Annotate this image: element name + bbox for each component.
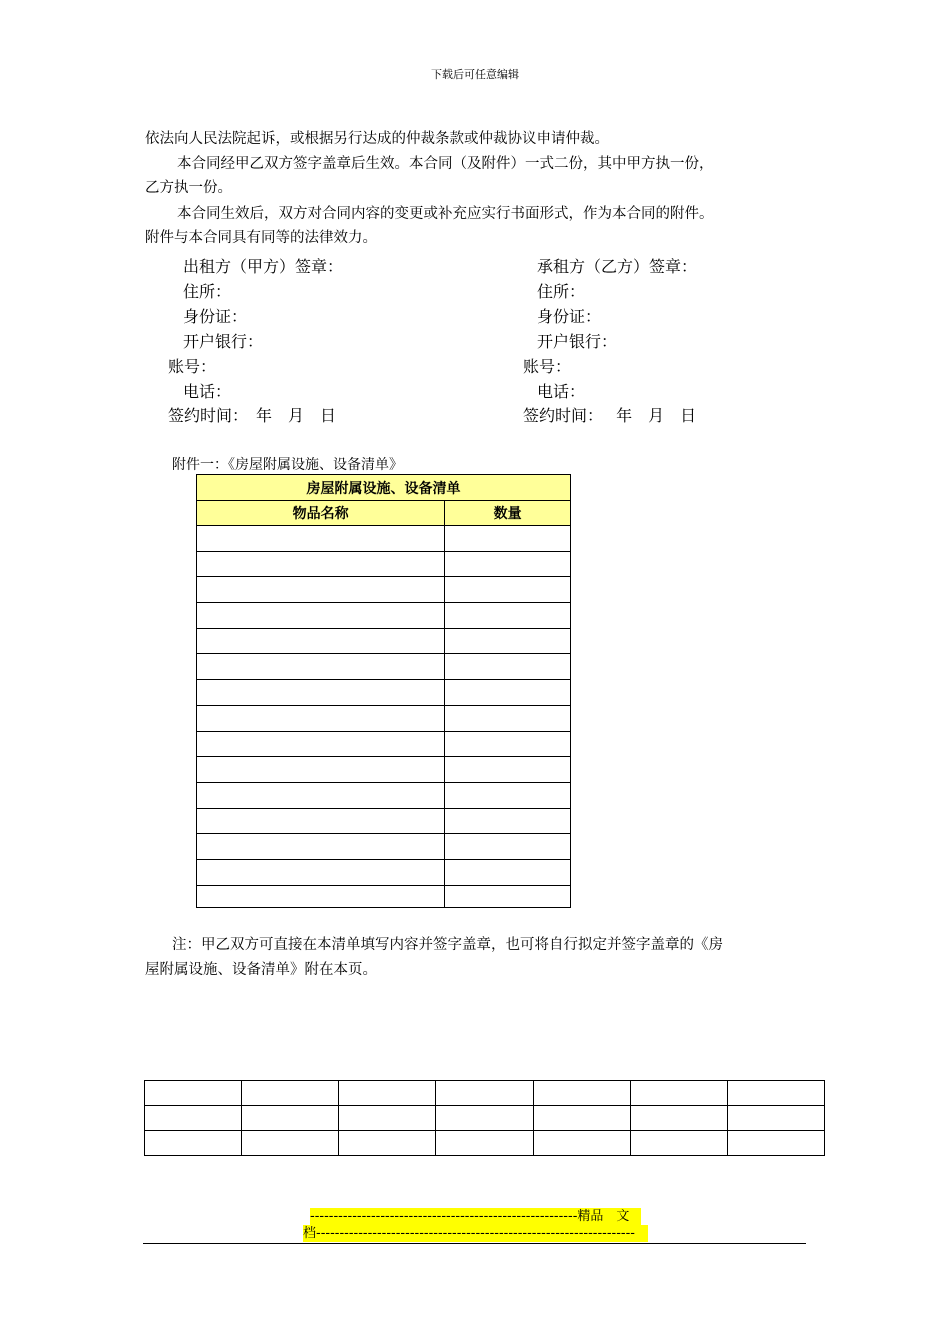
lessee-phone-label: 电话： (537, 382, 586, 401)
table-row (145, 1131, 825, 1156)
table-row (197, 782, 571, 808)
lessor-address-label: 住所： (183, 282, 232, 301)
quantity-cell[interactable] (445, 782, 571, 808)
table-row (197, 628, 571, 654)
lessor-bank-label: 开户银行： (183, 332, 264, 351)
grid-cell[interactable] (630, 1131, 727, 1156)
lessee-address-label: 住所： (537, 282, 586, 301)
lessee-account-label: 账号： (523, 357, 572, 376)
quantity-cell[interactable] (445, 577, 571, 603)
quantity-cell[interactable] (445, 603, 571, 629)
table-row (197, 834, 571, 860)
grid-cell[interactable] (145, 1106, 242, 1131)
blank-grid-table (144, 1080, 825, 1156)
footer-watermark-line1: ---------------------------------------------------------精品 文 (310, 1208, 641, 1225)
lessee-bank-label: 开户银行： (537, 332, 618, 351)
grid-cell[interactable] (727, 1131, 824, 1156)
paragraph-effect-line2: 乙方执一份。 (145, 180, 232, 196)
lessor-account-label: 账号： (168, 357, 217, 376)
item-name-cell[interactable] (197, 705, 445, 731)
grid-cell[interactable] (339, 1081, 436, 1106)
lessor-signature-label: 出租方（甲方）签章： (183, 257, 344, 276)
grid-cell[interactable] (242, 1081, 339, 1106)
inventory-table-title: 房屋附属设施、设备清单 (197, 475, 571, 501)
grid-cell[interactable] (436, 1081, 533, 1106)
grid-cell[interactable] (630, 1081, 727, 1106)
column-header-item-name: 物品名称 (197, 501, 445, 526)
table-row (197, 577, 571, 603)
lessee-date-label: 签约时间： 年 月 日 (523, 406, 697, 425)
item-name-cell[interactable] (197, 680, 445, 706)
column-header-quantity: 数量 (445, 501, 571, 526)
quantity-cell[interactable] (445, 885, 571, 907)
grid-cell[interactable] (339, 1106, 436, 1131)
grid-cell[interactable] (533, 1081, 630, 1106)
grid-cell[interactable] (242, 1131, 339, 1156)
grid-cell[interactable] (145, 1081, 242, 1106)
lessee-id-label: 身份证： (537, 307, 602, 326)
table-row (197, 808, 571, 834)
table-row (197, 654, 571, 680)
quantity-cell[interactable] (445, 680, 571, 706)
grid-cell[interactable] (533, 1131, 630, 1156)
paragraph-effect-line1: 本合同经甲乙双方签字盖章后生效。本合同（及附件）一式二份，其中甲方执一份， (177, 156, 714, 172)
table-row (197, 885, 571, 907)
grid-cell[interactable] (727, 1081, 824, 1106)
quantity-cell[interactable] (445, 731, 571, 757)
lessor-id-label: 身份证： (183, 307, 248, 326)
item-name-cell[interactable] (197, 603, 445, 629)
paragraph-amendment-line2: 附件与本合同具有同等的法律效力。 (145, 230, 377, 246)
grid-cell[interactable] (436, 1106, 533, 1131)
quantity-cell[interactable] (445, 808, 571, 834)
table-row (197, 859, 571, 885)
quantity-cell[interactable] (445, 654, 571, 680)
item-name-cell[interactable] (197, 859, 445, 885)
quantity-cell[interactable] (445, 628, 571, 654)
item-name-cell[interactable] (197, 731, 445, 757)
paragraph-amendment-line1: 本合同生效后，双方对合同内容的变更或补充应实行书面形式，作为本合同的附件。 (177, 206, 714, 222)
grid-cell[interactable] (630, 1106, 727, 1131)
table-row (145, 1081, 825, 1106)
page-header: 下载后可任意编辑 (431, 68, 519, 81)
grid-cell[interactable] (436, 1131, 533, 1156)
quantity-cell[interactable] (445, 551, 571, 577)
quantity-cell[interactable] (445, 526, 571, 552)
item-name-cell[interactable] (197, 885, 445, 907)
table-row (197, 551, 571, 577)
table-row (197, 705, 571, 731)
table-row (145, 1106, 825, 1131)
table-row (197, 731, 571, 757)
lessee-signature-label: 承租方（乙方）签章： (537, 257, 698, 276)
paragraph-arbitration: 依法向人民法院起诉，或根据另行达成的仲裁条款或仲裁协议申请仲裁。 (145, 131, 609, 147)
attachment-caption: 附件一：《房屋附属设施、设备清单》 (172, 457, 403, 473)
item-name-cell[interactable] (197, 628, 445, 654)
table-row (197, 680, 571, 706)
table-row (197, 526, 571, 552)
table-row (197, 603, 571, 629)
grid-cell[interactable] (339, 1131, 436, 1156)
inventory-table (196, 474, 571, 908)
lessor-phone-label: 电话： (183, 382, 232, 401)
grid-cell[interactable] (533, 1106, 630, 1131)
item-name-cell[interactable] (197, 782, 445, 808)
table-row (197, 757, 571, 783)
item-name-cell[interactable] (197, 577, 445, 603)
item-name-cell[interactable] (197, 808, 445, 834)
item-name-cell[interactable] (197, 834, 445, 860)
item-name-cell[interactable] (197, 551, 445, 577)
footer-rule (143, 1243, 806, 1244)
footer-watermark-line2: 档-------------------------------------------------------------------- (303, 1225, 648, 1242)
item-name-cell[interactable] (197, 654, 445, 680)
note-line1: 注：甲乙双方可直接在本清单填写内容并签字盖章，也可将自行拟定并签字盖章的《房 (172, 937, 723, 953)
grid-cell[interactable] (242, 1106, 339, 1131)
grid-cell[interactable] (145, 1131, 242, 1156)
quantity-cell[interactable] (445, 859, 571, 885)
item-name-cell[interactable] (197, 526, 445, 552)
quantity-cell[interactable] (445, 834, 571, 860)
note-line2: 屋附属设施、设备清单》附在本页。 (145, 962, 377, 978)
lessor-date-label: 签约时间： 年 月 日 (168, 406, 337, 425)
quantity-cell[interactable] (445, 757, 571, 783)
grid-cell[interactable] (727, 1106, 824, 1131)
item-name-cell[interactable] (197, 757, 445, 783)
quantity-cell[interactable] (445, 705, 571, 731)
